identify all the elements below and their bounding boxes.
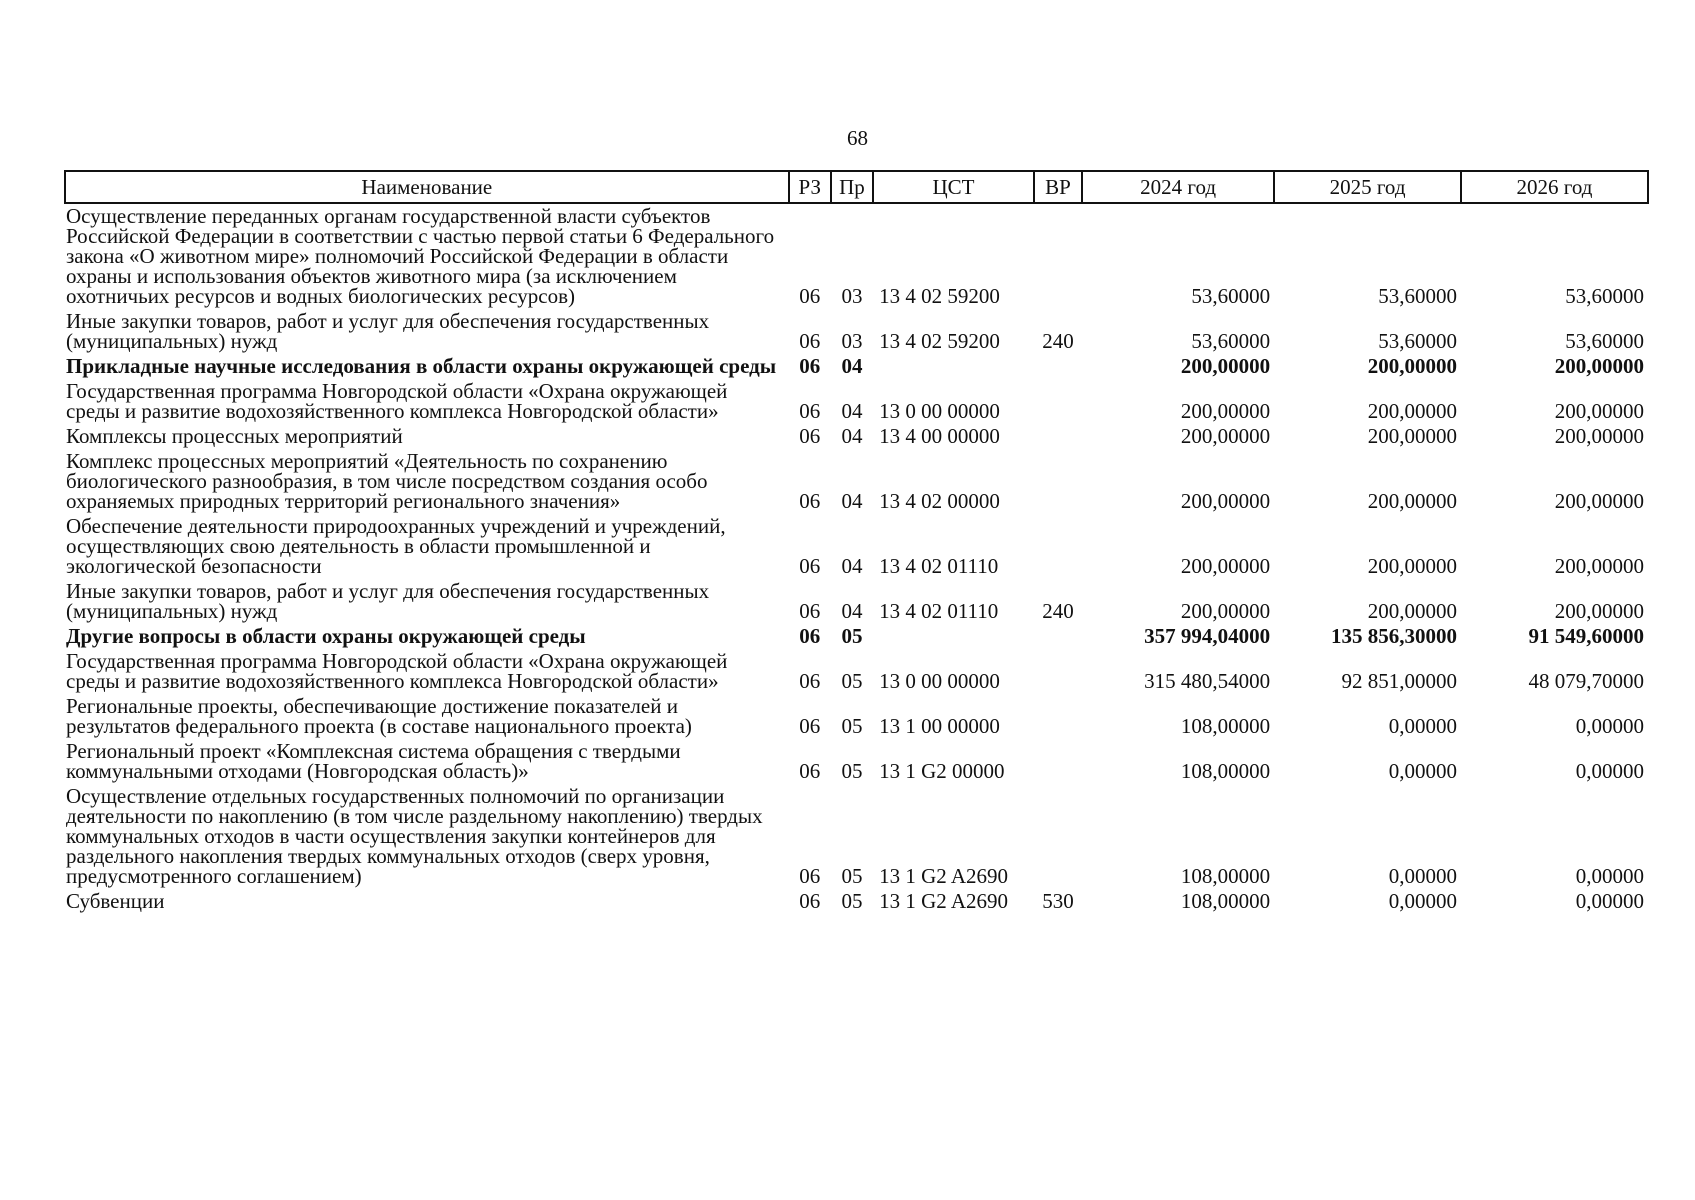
budget-table [64,170,1649,914]
cell-pr: 04 [841,424,863,448]
cell-pr: 04 [841,399,863,423]
cell-rz: 06 [799,889,821,913]
cell-2024: 200,00000 [1180,599,1271,623]
cell-cst: 13 4 02 59200 [879,329,1000,353]
cell-2026: 200,00000 [1554,424,1644,448]
cell-2026: 200,00000 [1554,599,1644,623]
cell-name: Комплексы процессных мероприятий [66,424,403,448]
cell-name: Осуществление переданных органам государственной власти субъектов Российской Федерации в соответствии с частью первой статьи 6 Федерального закона «О животном мире» полномочий Российской Федерации в области охраны и использования объектов животного мира (за исключением охотничьих ресурсов и водных биологических ресурсов) [66,204,775,308]
cell-cst: 13 4 02 59200 [879,284,1000,308]
header-vr: ВР [1034,171,1082,203]
cell-pr: 04 [841,599,863,623]
cell-pr: 03 [841,284,863,308]
cell-cst: 13 0 00 00000 [879,669,1000,693]
cell-rz: 06 [799,554,821,578]
cell-2024: 108,00000 [1180,714,1271,738]
cell-pr: 04 [841,554,863,578]
header-name: Наименование [65,171,789,203]
cell-2024: 315 480,54000 [1144,669,1271,693]
cell-pr: 04 [841,354,863,378]
cell-rz: 06 [799,329,821,353]
header-2024: 2024 год [1082,171,1274,203]
cell-pr: 03 [841,329,863,353]
cell-vr [1034,694,1082,739]
header-cst: ЦСТ [873,171,1034,203]
cell-cst: 13 1 G2 00000 [879,759,1005,783]
cell-2024: 200,00000 [1180,554,1271,578]
cell-2024: 200,00000 [1180,354,1271,378]
cell-cst [873,624,1034,649]
cell-name: Другие вопросы в области охраны окружающей среды [66,624,586,648]
cell-name: Региональный проект «Комплексная система обращения с твердыми коммунальными отходами (Новгородская область)» [66,739,681,783]
cell-vr: 240 [1042,329,1074,353]
cell-2025: 0,00000 [1388,714,1458,738]
cell-cst: 13 1 00 00000 [879,714,1000,738]
cell-2025: 200,00000 [1367,424,1458,448]
cell-2024: 108,00000 [1180,864,1271,888]
cell-2025: 135 856,30000 [1331,624,1458,648]
cell-vr [1034,354,1082,379]
cell-cst: 13 4 02 01110 [879,599,999,623]
cell-2024: 357 994,04000 [1144,624,1271,648]
table-row [65,354,1648,379]
cell-name: Комплекс процессных мероприятий «Деятельность по сохранению биологического разнообразия, в том числе посредством создания особо охраняемых природных территорий регионального значения» [66,449,708,513]
cell-pr: 05 [841,714,863,738]
table-row [65,379,1648,424]
cell-2025: 0,00000 [1388,759,1458,783]
cell-2026: 91 549,60000 [1528,624,1644,648]
cell-name: Иные закупки товаров, работ и услуг для обеспечения государственных (муниципальных) нужд [66,309,710,353]
table-row [65,309,1648,354]
table-body [65,203,1648,914]
cell-2025: 53,60000 [1378,329,1458,353]
cell-2026: 0,00000 [1575,714,1644,738]
cell-2024: 200,00000 [1180,424,1271,448]
cell-2026: 200,00000 [1554,489,1644,513]
cell-2025: 200,00000 [1367,599,1458,623]
cell-2025: 53,60000 [1378,284,1458,308]
cell-2026: 0,00000 [1575,759,1644,783]
cell-cst: 13 0 00 00000 [879,399,1000,423]
cell-2026: 200,00000 [1554,554,1644,578]
cell-cst: 13 4 02 01110 [879,554,999,578]
cell-vr [1034,379,1082,424]
cell-rz: 06 [799,284,821,308]
table-row [65,784,1648,889]
cell-2025: 200,00000 [1367,554,1458,578]
cell-name: Государственная программа Новгородской области «Охрана окружающей среды и развитие водохозяйственного комплекса Новгородской области» [66,379,728,423]
cell-pr: 05 [841,624,863,648]
cell-cst: 13 4 02 00000 [879,489,1000,513]
cell-2025: 92 851,00000 [1341,669,1458,693]
cell-rz: 06 [799,354,821,378]
cell-cst: 13 4 00 00000 [879,424,1000,448]
cell-vr [1034,449,1082,514]
cell-2025: 0,00000 [1388,864,1458,888]
table-header-row [65,171,1648,203]
cell-pr: 05 [841,889,863,913]
cell-rz: 06 [799,864,821,888]
cell-name: Осуществление отдельных государственных полномочий по организации деятельности по накоплению (в том числе раздельному накоплению) твердых коммунальных отходов в части осуществления закупки контейнеров для раздельного накопления твердых коммунальных отходов (сверх уровня, предусмотренного соглашением) [66,784,763,888]
table-row [65,203,1648,309]
cell-pr: 05 [841,669,863,693]
cell-rz: 06 [799,624,821,648]
cell-rz: 06 [799,489,821,513]
cell-2025: 200,00000 [1367,354,1458,378]
table-row [65,739,1648,784]
cell-cst: 13 1 G2 A2690 [879,889,1008,913]
table-row [65,694,1648,739]
cell-rz: 06 [799,669,821,693]
cell-2024: 53,60000 [1191,284,1271,308]
cell-pr: 04 [841,489,863,513]
cell-cst [873,354,1034,379]
cell-cst: 13 1 G2 A2690 [879,864,1008,888]
cell-2026: 48 079,70000 [1528,669,1644,693]
cell-name: Иные закупки товаров, работ и услуг для обеспечения государственных (муниципальных) нужд [66,579,710,623]
cell-vr [1034,739,1082,784]
cell-vr [1034,784,1082,889]
cell-pr: 05 [841,864,863,888]
cell-rz: 06 [799,759,821,783]
cell-2026: 0,00000 [1575,889,1644,913]
cell-name: Прикладные научные исследования в области охраны окружающей среды [66,354,777,378]
cell-2024: 200,00000 [1180,399,1271,423]
cell-2026: 200,00000 [1554,399,1644,423]
cell-2024: 108,00000 [1180,759,1271,783]
cell-2024: 200,00000 [1180,489,1271,513]
cell-2024: 53,60000 [1191,329,1271,353]
cell-rz: 06 [799,599,821,623]
cell-2024: 108,00000 [1180,889,1271,913]
cell-2026: 53,60000 [1565,329,1644,353]
cell-rz: 06 [799,424,821,448]
cell-vr [1034,424,1082,449]
cell-2026: 0,00000 [1575,864,1644,888]
cell-vr [1034,624,1082,649]
table-row [65,514,1648,579]
cell-2025: 0,00000 [1388,889,1458,913]
header-pr: Пр [831,171,873,203]
table-row [65,449,1648,514]
cell-name: Обеспечение деятельности природоохранных учреждений и учреждений, осуществляющих свою деятельность в области промышленной и экологической безопасности [66,514,726,578]
table-row [65,579,1648,624]
header-2025: 2025 год [1274,171,1461,203]
cell-vr [1034,649,1082,694]
header-rz: РЗ [789,171,831,203]
cell-rz: 06 [799,399,821,423]
cell-2026: 53,60000 [1565,284,1644,308]
cell-name: Государственная программа Новгородской области «Охрана окружающей среды и развитие водохозяйственного комплекса Новгородской области» [66,649,728,693]
table-row [65,424,1648,449]
cell-2025: 200,00000 [1367,489,1458,513]
table-row [65,624,1648,649]
cell-name: Субвенции [66,889,165,913]
cell-rz: 06 [799,714,821,738]
header-2026: 2026 год [1461,171,1648,203]
table-row [65,649,1648,694]
cell-pr: 05 [841,759,863,783]
table-row [65,889,1648,914]
cell-vr: 240 [1042,599,1074,623]
page-number: 68 [847,126,868,150]
cell-name: Региональные проекты, обеспечивающие достижение показателей и результатов федерального проекта (в составе национального проекта) [66,694,692,738]
cell-2025: 200,00000 [1367,399,1458,423]
cell-vr [1034,203,1082,309]
cell-2026: 200,00000 [1554,354,1644,378]
cell-vr [1034,514,1082,579]
cell-vr: 530 [1042,889,1074,913]
